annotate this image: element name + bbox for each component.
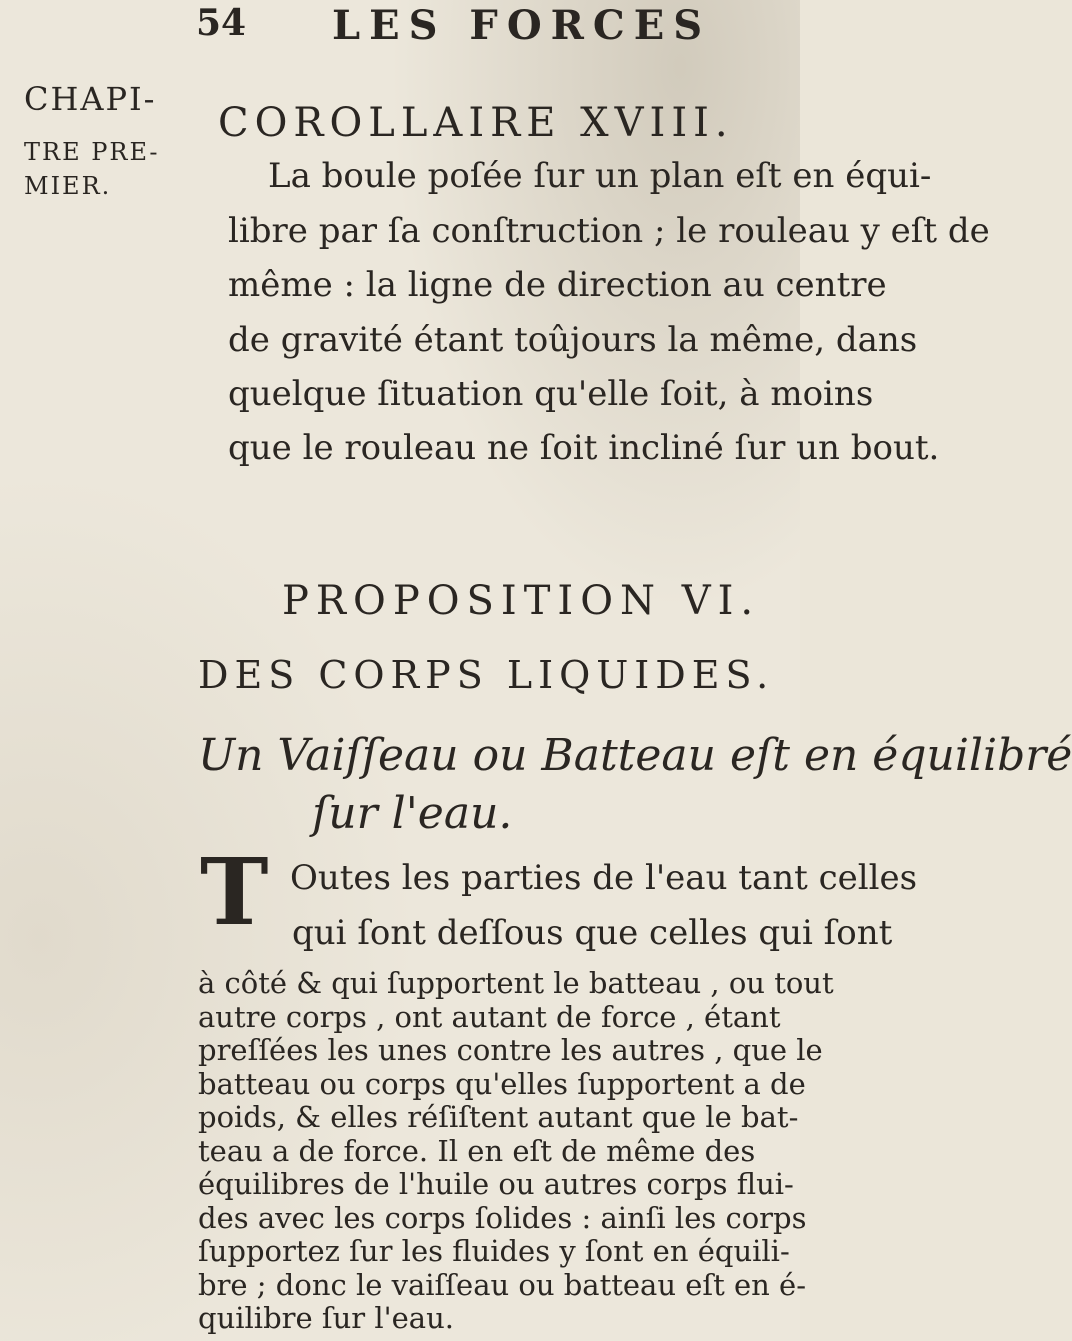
paragraph-line: Outes les parties de l'eau tant celles: [290, 858, 918, 898]
paragraph-line: quilibre ſur l'eau.: [198, 1301, 454, 1335]
corollary-line: même : la ligne de direction au centre: [228, 265, 887, 305]
corollary-title: COROLLAIRE XVIII.: [218, 100, 734, 146]
paragraph-line: teau a de force. Il en eſt de même des: [198, 1133, 756, 1168]
paragraph-line: autre corps , ont autant de force , étant: [198, 999, 781, 1034]
corollary-line: de gravité étant toûjours la même, dans: [228, 320, 918, 360]
corollary-line: que le rouleau ne ſoit incliné ſur un bout.: [228, 428, 940, 468]
page-number: 54: [196, 2, 247, 44]
paragraph-line: batteau ou corps qu'elles ſupportent a de: [198, 1066, 806, 1101]
paragraph-line: poids, & elles réſiſtent autant que le bat-: [198, 1100, 799, 1134]
corollary-line: libre par ſa conſtruction ; le rouleau y eſt de: [228, 211, 990, 251]
corollary-line: La boule poſée ſur un plan eſt en équi-: [268, 156, 932, 196]
paragraph-line: équilibres de l'huile ou autres corps flui-: [198, 1167, 794, 1201]
paragraph-line: bre ; donc le vaiſſeau ou batteau eſt en é-: [198, 1267, 807, 1302]
proposition-italic-title: ſur l'eau.: [312, 788, 513, 839]
proposition-title: PROPOSITION VI.: [282, 578, 761, 624]
paragraph-line: ſupportez ſur les fluides y ſont en équili-: [198, 1234, 790, 1268]
paragraph-line: des avec les corps ſolides : ainſi les corps: [198, 1200, 807, 1235]
corollary-line: quelque ſituation qu'elle ſoit, à moins: [228, 374, 874, 414]
drop-cap: T: [200, 838, 269, 946]
running-title: LES FORCES: [332, 2, 712, 49]
margin-note-line-3: MIER.: [24, 172, 112, 200]
proposition-italic-title: Un Vaiſſeau ou Batteau eſt en équilibré: [198, 730, 1072, 781]
paragraph-line: à côté & qui ſupportent le batteau , ou tout: [198, 966, 834, 1000]
margin-note-line-1: CHAPI-: [24, 80, 157, 118]
paragraph-line: qui ſont deſſous que celles qui ſont: [292, 913, 893, 953]
section-title: DES CORPS LIQUIDES.: [198, 653, 775, 697]
paragraph-line: preſſées les unes contre les autres , que le: [198, 1033, 823, 1067]
margin-note-line-2: TRE PRE-: [24, 138, 160, 166]
